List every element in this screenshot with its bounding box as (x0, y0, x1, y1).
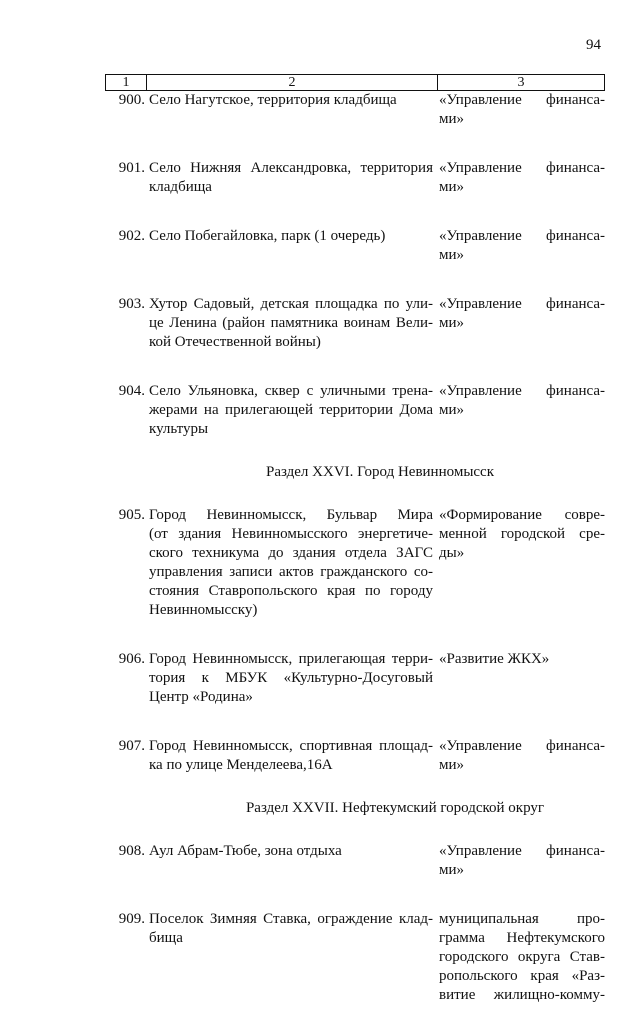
row-program-line: грамма Нефтекумского (439, 930, 605, 946)
row-location-line: Село Побегайловка, парк (1 очередь) (149, 228, 386, 244)
row-location-line: Село Ульяновка, сквер с уличными трена- (149, 383, 433, 399)
row-location-line: Поселок Зимняя Ставка, ограждение клад- (149, 911, 433, 927)
row-program-line: ми» (439, 862, 465, 878)
row-location (149, 159, 439, 197)
row-program-line: витие жилищно-комму- (439, 987, 605, 1003)
table-row (105, 227, 605, 265)
row-number: 905. (118, 507, 145, 523)
row-program-line: ми» (439, 111, 465, 127)
row-location-line: тория к МБУК «Культурно-Досуговый (149, 670, 433, 686)
row-location (149, 506, 439, 620)
row-program-line: «Управление финанса- (439, 738, 605, 754)
row-location-line: стояния Ставропольского края по городу (149, 583, 433, 599)
row-number: 909. (118, 911, 145, 927)
row-program-line: «Развитие ЖКХ» (439, 651, 550, 667)
row-location (149, 910, 439, 1005)
row-program-line: ми» (439, 402, 465, 418)
row-program (439, 382, 605, 439)
row-location-line: Хутор Садовый, детская площадка по ули- (149, 296, 433, 312)
row-location-line: Село Нижняя Александровка, территория (149, 160, 433, 176)
row-number: 907. (118, 738, 145, 754)
row-location-line: Село Нагутское, территория кладбища (149, 92, 397, 108)
row-location (149, 227, 439, 265)
row-number: 902. (118, 228, 145, 244)
row-program-line: ропольского края «Раз- (439, 968, 605, 984)
page-number: 94 (586, 37, 601, 53)
column-header-3: 3 (438, 75, 605, 91)
row-program-line: «Управление финанса- (439, 843, 605, 859)
row-program (439, 842, 605, 880)
table-row (105, 650, 605, 707)
row-program (439, 159, 605, 197)
row-location-line: Город Невинномысск, прилегающая терри- (149, 651, 433, 667)
row-location (149, 295, 439, 352)
table-row (105, 159, 605, 197)
table-row (105, 737, 605, 775)
row-number: 900. (118, 92, 145, 108)
row-location-line: Город Невинномысск, спортивная площад- (149, 738, 433, 754)
row-number: 906. (118, 651, 145, 667)
row-program-line: «Формирование совре- (439, 507, 605, 523)
row-program-line: муниципальная про- (439, 911, 605, 927)
row-location-line: жерами на прилегающей территории Дома (149, 402, 433, 418)
table-row (105, 91, 605, 129)
row-number: 903. (118, 296, 145, 312)
row-program (439, 295, 605, 352)
row-location-line: ка по улице Менделеева,16А (149, 757, 333, 773)
row-location-line: Невинномысску) (149, 602, 258, 618)
row-program-line: «Управление финанса- (439, 228, 605, 244)
row-location-line: (от здания Невинномысского энергетиче- (149, 526, 433, 542)
row-program-line: ми» (439, 179, 465, 195)
column-header-2: 2 (147, 75, 438, 91)
row-program-line: «Управление финанса- (439, 296, 605, 312)
row-location (149, 382, 439, 439)
row-program-line: менной городской сре- (439, 526, 605, 542)
row-location (149, 91, 439, 129)
row-location-line: кладбища (149, 179, 212, 195)
table-row (105, 382, 605, 439)
table-row (105, 295, 605, 352)
row-program-line: городского округа Став- (439, 949, 605, 965)
row-location-line: Центр «Родина» (149, 689, 253, 705)
row-location-line: управления записи актов гражданского со- (149, 564, 433, 580)
table-row (105, 910, 605, 1005)
column-header-1: 1 (106, 75, 147, 91)
row-location-line: Город Невинномысск, Бульвар Мира (149, 507, 433, 523)
row-program-line: «Управление финанса- (439, 160, 605, 176)
row-location-line: бища (149, 930, 183, 946)
row-program-line: «Управление финанса- (439, 383, 605, 399)
row-program-line: ми» (439, 757, 465, 773)
row-program (439, 506, 605, 620)
row-location (149, 842, 439, 880)
row-program-line: ми» (439, 315, 465, 331)
row-location-line: культуры (149, 421, 209, 437)
table-row (105, 842, 605, 880)
row-program (439, 91, 605, 129)
row-number: 901. (118, 160, 145, 176)
row-location-line: кой Отечественной войны) (149, 334, 321, 350)
row-program (439, 650, 605, 707)
row-location-line: Аул Абрам-Тюбе, зона отдыха (149, 843, 342, 859)
row-location (149, 650, 439, 707)
row-program (439, 737, 605, 775)
row-program (439, 227, 605, 265)
row-location-line: ского техникума до здания отдела ЗАГС (149, 545, 433, 561)
section-heading: Раздел XXVI. Город Невинномысск (265, 464, 495, 480)
document-body (105, 91, 605, 1035)
row-program-line: «Управление финанса- (439, 92, 605, 108)
table-row (105, 506, 605, 620)
row-number: 908. (118, 843, 145, 859)
row-location (149, 737, 439, 775)
column-header-table (105, 74, 605, 91)
row-program (439, 910, 605, 1005)
row-program-line: ми» (439, 247, 465, 263)
row-number: 904. (118, 383, 145, 399)
row-program-line: ды» (439, 545, 465, 561)
row-location-line: це Ленина (район памятника воинам Вели- (149, 315, 433, 331)
section-heading: Раздел XXVII. Нефтекумский городской округ (245, 800, 545, 816)
